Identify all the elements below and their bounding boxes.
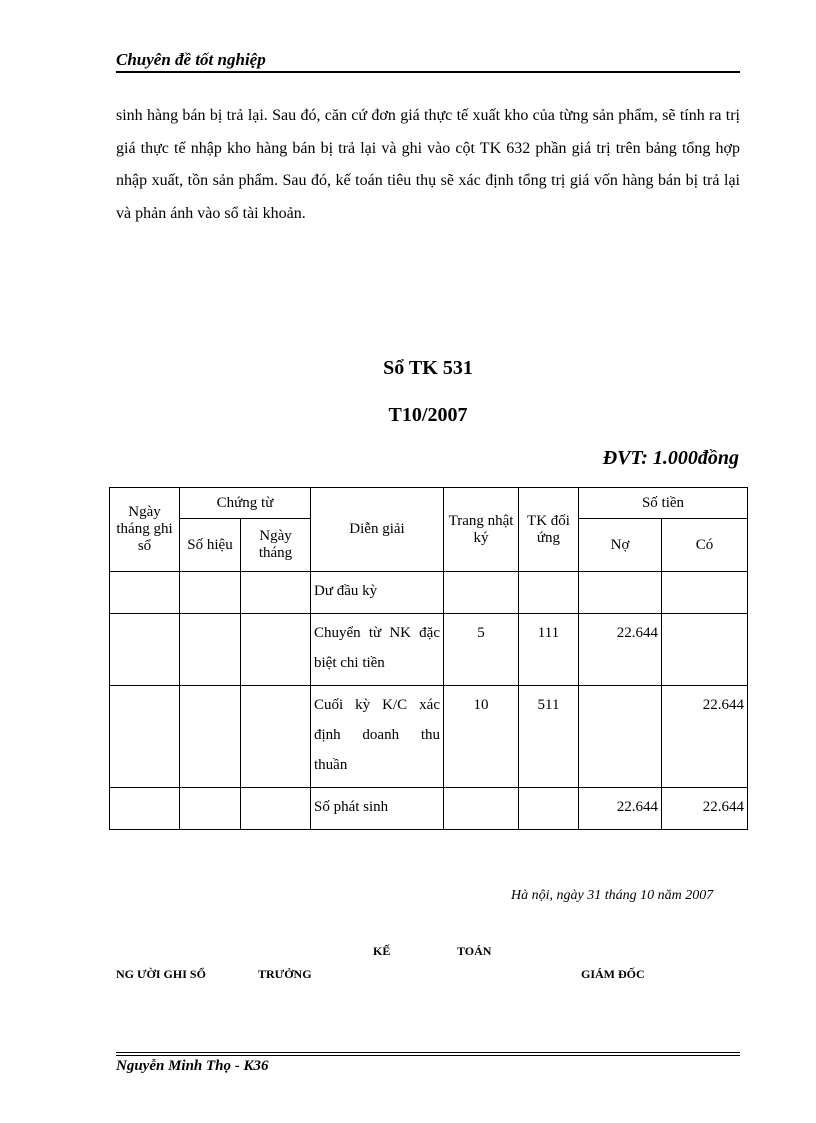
footer-author: Nguyễn Minh Thọ - K36 — [116, 1058, 269, 1074]
header-contra-account: TK đối ứng — [519, 488, 579, 572]
row-debit — [579, 686, 662, 788]
header-credit: Có — [662, 519, 748, 572]
row-description: Dư đầu kỳ — [311, 572, 444, 614]
row-account — [519, 788, 579, 830]
body-paragraph: sinh hàng bán bị trả lại. Sau đó, căn cứ đơn giá thực tế xuất kho của từng sản phẩm, sẽ tính ra trị giá thực tế nhập kho hàng bán bị trả lại và ghi vào cột TK 632 phần giá trị trên bảng tổng hợp nhập xuất, tồn sản phẩm. Sau đó, kế toán tiêu thụ sẽ xác định tổng trị giá vốn hàng bán bị trả lại và phản ánh vào sổ tài khoản. — [116, 107, 740, 222]
place-date: Hà nội, ngày 31 tháng 10 năm 2007 — [511, 888, 714, 903]
currency-unit: ĐVT: 1.000đồng — [602, 447, 739, 469]
header-amount: Số tiền — [579, 488, 748, 519]
header-voucher-no: Số hiệu — [180, 519, 241, 572]
row-page: 10 — [444, 686, 519, 788]
row-credit — [662, 572, 748, 614]
header-journal-page: Trang nhật ký — [444, 488, 519, 572]
signature-ke: KẾ — [373, 944, 391, 958]
row-page — [444, 788, 519, 830]
signature-truong: TRƯỞNG — [258, 967, 312, 981]
row-debit — [579, 572, 662, 614]
row-page: 5 — [444, 614, 519, 686]
row-description: Chuyển từ NK đặc biệt chi tiền — [311, 614, 444, 686]
row-debit: 22.644 — [579, 614, 662, 686]
header-rule — [116, 71, 740, 73]
row-credit: 22.644 — [662, 686, 748, 788]
page-header-title: Chuyên đề tốt nghiệp — [116, 50, 266, 69]
row-account — [519, 572, 579, 614]
header-debit: Nợ — [579, 519, 662, 572]
row-account: 111 — [519, 614, 579, 686]
table-row — [110, 686, 748, 788]
signature-toan: TOÁN — [457, 944, 492, 958]
table-row — [110, 788, 748, 830]
header-description: Diễn giải — [311, 488, 444, 572]
ledger-period: T10/2007 — [388, 404, 468, 426]
header-voucher-date: Ngày tháng — [241, 519, 311, 572]
table-row — [110, 572, 748, 614]
ledger-table — [109, 487, 748, 830]
row-description: Cuối kỳ K/C xác định doanh thu thuần — [311, 686, 444, 788]
row-credit — [662, 614, 748, 686]
table-row — [110, 614, 748, 686]
row-account: 511 — [519, 686, 579, 788]
row-page — [444, 572, 519, 614]
footer-rule-bottom — [116, 1055, 740, 1056]
row-description: Số phát sinh — [311, 788, 444, 830]
ledger-title: Sổ TK 531 — [383, 357, 473, 379]
row-debit: 22.644 — [579, 788, 662, 830]
signature-director: GIÁM ĐỐC — [581, 967, 645, 981]
signature-recorder: NG ƯỜI GHI SỔ — [116, 967, 206, 981]
header-date: Ngày tháng ghi sổ — [110, 488, 180, 572]
row-credit: 22.644 — [662, 788, 748, 830]
footer-rule-top — [116, 1052, 740, 1053]
header-voucher: Chứng từ — [180, 488, 311, 519]
